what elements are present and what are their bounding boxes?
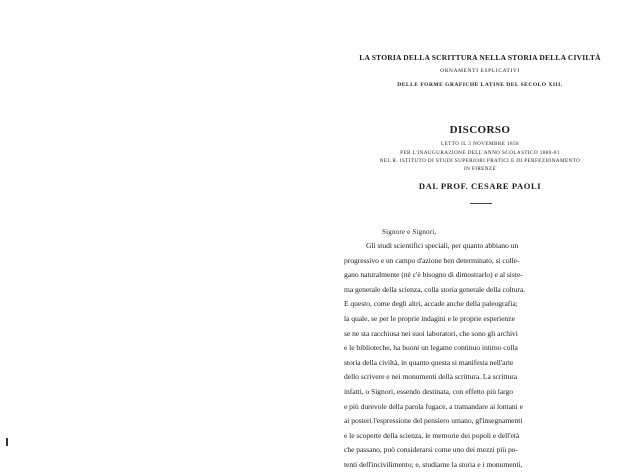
info-line: NEL R. ISTITUTO DI STUDI SUPERIORI PRATICI E DI PERFEZIONAMENTO [379, 158, 581, 164]
body-line: se ne sta racchiusa nei suoi laboratori, che sono gli archivi [344, 328, 518, 338]
body-line: infatti, o Signori, essendo destinata, con effetto più largo [344, 386, 514, 396]
document-title: LA STORIA DELLA SCRITTURA NELLA STORIA DELLA CIVILTÀ [359, 53, 601, 62]
body-line: progressivo e un campo d'azione ben determinato, si colle- [344, 255, 520, 265]
body-text [344, 239, 554, 473]
salutation: Signore e Signori, [382, 228, 437, 236]
margin-mark [6, 438, 8, 446]
info-line: IN FIRENZE [463, 166, 497, 172]
body-line: ai posteri l'espressione del pensiero umano, gl'insegnamenti [344, 416, 523, 426]
body-line: E questo, come degli altri, accade anche della paleografia; [344, 299, 518, 309]
body-line: e più durevole della parola fugace, a tramandare ai lontani e [344, 401, 523, 411]
body-line: tenti dell'incivilimento; e, studiarne la storia e i monumenti, [344, 459, 523, 469]
info-line: LETTO IL 3 NOVEMBRE 1858 [441, 141, 519, 147]
author-line: DAL PROF. CESARE PAOLI [418, 181, 542, 191]
body-line: e le biblioteche, ha buoni un legame continuo intimo colla [344, 343, 518, 353]
body-line: e le scoperte della scienza, le memorie dei popoli e dell'età [344, 430, 520, 440]
body-line: storia della civiltà, in quanto questa si manifesta nell'arte [344, 357, 514, 367]
body-line: ma generale della scienza, colla storia generale della coltura. [344, 284, 526, 294]
body-line: gano naturalmente (nè c'è bisogno di dimostrarlo) e al siste- [344, 270, 523, 280]
discourse-heading: DISCORSO [449, 124, 511, 136]
divider-rule [470, 203, 492, 204]
body-line: la quale, se per le proprie indagini e le proprie esperienze [344, 313, 515, 323]
body-line: che passano, può considerarsi come uno dei mezzi più po- [344, 445, 518, 455]
body-line: Gli studi scientifici speciali, per quanto abbiano un [366, 241, 519, 250]
subtitle-line-2: DELLE FORME GRAFICHE LATINE DEL SECOLO XIII. [397, 82, 563, 88]
subtitle-line-1: ORNAMENTI ESPLICATIVI [440, 68, 520, 74]
info-line: PER L'INAUGURAZIONE DELL'ANNO SCOLASTICO 1880-81 [400, 150, 560, 156]
body-line: dello scrivere e nei monumenti della scrittura. La scrittura [344, 372, 518, 382]
